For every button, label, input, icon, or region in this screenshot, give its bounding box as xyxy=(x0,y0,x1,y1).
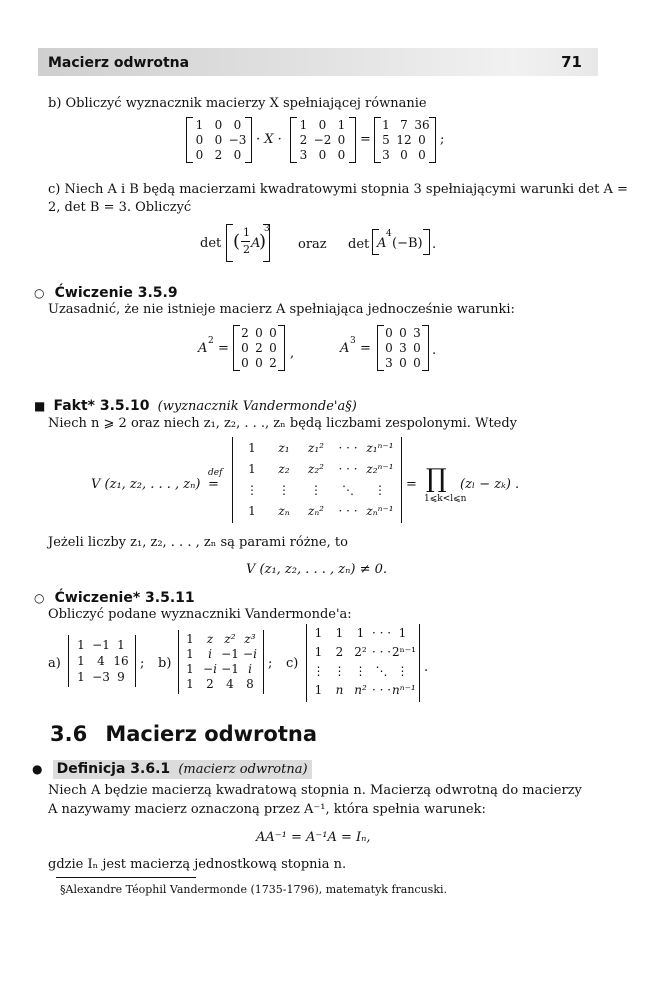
definition-marker: ● xyxy=(32,762,43,776)
end-dets: . xyxy=(424,660,429,675)
fact-subtitle: (wyznacznik Vandermonde'a§) xyxy=(157,399,357,414)
matrix-cell: 12 xyxy=(396,133,412,147)
distinct-formula: V (z₁, z₂, . . . , zₙ) ≠ 0. xyxy=(246,562,388,577)
matrix-cell: z₁ xyxy=(278,441,290,455)
matrix-cell: 1 xyxy=(248,441,256,455)
matrix-cell: 0 xyxy=(400,148,408,162)
matrix-cell: 4 xyxy=(226,677,234,691)
matrix-cell: 0 xyxy=(399,356,407,370)
matrix-a-2: A xyxy=(377,236,387,251)
matrix-cell: 7 xyxy=(400,118,408,132)
section-number: 3.6 xyxy=(50,722,88,746)
matrix-cell: ⋮ xyxy=(396,664,409,678)
fact-text: Niech n ⩾ 2 oraz niech z₁, z₂, . . ., zₙ będą liczbami zespolonymi. Wtedy xyxy=(48,416,518,431)
matrix-cell: 3 xyxy=(413,326,421,340)
matrix-cell: i xyxy=(208,647,212,661)
matrix-cell: 0 xyxy=(241,356,249,370)
matrix-cell: 1 xyxy=(314,626,323,640)
matrix-cell: z² xyxy=(224,632,236,646)
product-subscript: 1⩽k<l⩽n xyxy=(424,494,467,504)
exponent-4: 4 xyxy=(386,229,392,239)
v-lhs: V (z₁, z₂, . . . , zₙ) xyxy=(91,477,201,492)
matrix-cell: 0 xyxy=(337,133,346,147)
matrix-cell: 5 xyxy=(382,133,390,147)
matrix-cell: 0 xyxy=(418,148,426,162)
matrix-cell: 0 xyxy=(233,118,242,132)
v-eq: = xyxy=(406,477,417,492)
matrix-cell: 1 xyxy=(248,462,256,476)
part-b-text: b) Obliczyć wyznacznik macierzy X spełniającej równanie xyxy=(48,96,427,111)
matrix-cell: · · · xyxy=(371,683,392,697)
fact-marker: ■ xyxy=(34,399,46,413)
matrix-cell: −1 xyxy=(221,662,239,676)
matrix-cell: 2² xyxy=(354,645,367,659)
matrix-cell: · · · xyxy=(371,626,392,640)
matrix-cell: 1 xyxy=(382,118,390,132)
lhs-a-cube: A xyxy=(340,341,350,356)
exercise-3-5-9-heading xyxy=(34,285,178,301)
exp-2: 2 xyxy=(208,336,214,346)
matrix-cell: −1 xyxy=(221,647,239,661)
matrix-cell: 2 xyxy=(241,326,249,340)
section-title: Macierz odwrotna xyxy=(105,722,317,746)
matrix-cell: ⋮ xyxy=(312,664,325,678)
sep-a: ; xyxy=(140,656,145,671)
matrix-cell: z₂ⁿ⁻¹ xyxy=(366,462,394,476)
matrix-cell: 1 xyxy=(356,626,365,640)
matrix-cell: i xyxy=(248,662,252,676)
matrix-cell: 0 xyxy=(214,118,223,132)
inverse-formula: AA⁻¹ = A⁻¹A = Iₙ, xyxy=(256,830,371,845)
matrix-cell: z xyxy=(206,632,214,646)
matrix-cell: ⋮ xyxy=(278,483,290,497)
lhs-a-sq: A xyxy=(198,341,208,356)
matrix-cell: 0 xyxy=(269,341,277,355)
matrix-cell: 0 xyxy=(255,356,263,370)
matrix-cell: 0 xyxy=(241,341,249,355)
matrix-cell: 3 xyxy=(385,356,393,370)
matrix-cell: 0 xyxy=(195,133,204,147)
end-c: . xyxy=(432,237,437,252)
matrix-cell: 9 xyxy=(117,670,125,684)
matrix-cell: 1 xyxy=(186,677,194,691)
exercise-marker: ○ xyxy=(34,286,45,300)
product-symbol: ∏ xyxy=(426,464,447,494)
matrix-cell: 0 xyxy=(413,356,421,370)
matrix-cell: 2 xyxy=(335,645,344,659)
exercise-marker: ○ xyxy=(34,591,45,605)
matrix-cell: 0 xyxy=(413,341,421,355)
matrix-cell: n² xyxy=(354,683,367,697)
product-factor: (zₗ − zₖ) . xyxy=(460,477,520,492)
matrix-cell: 1 xyxy=(77,638,85,652)
definition-line1: Niech A będzie macierzą kwadratową stopnia n. Macierzą odwrotną do macierzy xyxy=(48,783,582,798)
part-c-line2: 2, det B = 3. Obliczyć xyxy=(48,200,192,215)
matrix-cell: ⋮ xyxy=(246,483,258,497)
matrix-cell: 0 xyxy=(318,148,327,162)
matrix-cell: zₙ xyxy=(278,504,290,518)
matrix-cell: −2 xyxy=(313,133,332,147)
definition-highlight xyxy=(53,760,312,779)
matrix-cell: ⋱ xyxy=(342,483,354,497)
matrix-cell: 0 xyxy=(255,326,263,340)
matrix-cell: 2 xyxy=(255,341,263,355)
matrix-cell: nⁿ⁻¹ xyxy=(392,683,416,697)
matrix-cell: ⋮ xyxy=(333,664,346,678)
frac-bar xyxy=(241,241,250,242)
matrix-cell: z³ xyxy=(244,632,256,646)
matrix-cell: −1 xyxy=(92,638,110,652)
eq1: = xyxy=(218,341,229,356)
section-heading xyxy=(50,722,317,746)
matrix-cell: 1 xyxy=(195,118,204,132)
exercise-3-5-11-heading xyxy=(34,590,195,606)
definition-subtitle: (macierz odwrotna) xyxy=(178,762,308,777)
label-b: b) xyxy=(158,656,172,671)
matrix-cell: 0 xyxy=(233,148,242,162)
matrix-cell: ⋱ xyxy=(375,664,388,678)
matrix-cell: 2 xyxy=(206,677,214,691)
matrix-cell: 0 xyxy=(385,326,393,340)
equals-b: = xyxy=(360,132,371,147)
matrix-cell: ⋮ xyxy=(374,483,386,497)
matrix-cell: −i xyxy=(243,647,257,661)
matrix-cell: · · · xyxy=(338,441,358,455)
matrix-cell: 1 xyxy=(337,118,346,132)
frac-den: 2 xyxy=(243,243,250,256)
part-c-line1: c) Niech A i B będą macierzami kwadratowymi stopnia 3 spełniającymi warunki det A = xyxy=(48,182,628,197)
matrix-cell: 36 xyxy=(414,118,430,132)
label-c: c) xyxy=(286,656,299,671)
fact-label: Fakt* 3.5.10 xyxy=(53,398,150,414)
def-label: def xyxy=(208,468,223,478)
end-b: ; xyxy=(440,132,445,147)
definition-3-6-1-heading xyxy=(32,761,312,777)
definition-label: Definicja 3.6.1 xyxy=(56,761,171,777)
matrix-cell: 1 xyxy=(77,670,85,684)
matrix-cell: 3 xyxy=(399,341,407,355)
matrix-cell: 0 xyxy=(399,326,407,340)
matrix-cell: 0 xyxy=(195,148,204,162)
matrix-cell: 1 xyxy=(186,662,194,676)
matrix-cell: z₁ⁿ⁻¹ xyxy=(366,441,394,455)
matrix-cell: 3 xyxy=(299,148,308,162)
def-eq: = xyxy=(208,477,219,492)
matrix-cell: 4 xyxy=(97,654,105,668)
matrix-cell: 1 xyxy=(314,683,323,697)
fact-3-5-10-heading xyxy=(34,398,357,414)
matrix-cell: n xyxy=(335,683,344,697)
matrix-cell: 1 xyxy=(398,626,407,640)
matrix-cell: 2ⁿ⁻¹ xyxy=(392,645,416,659)
det-label-1: det xyxy=(200,236,222,251)
sep-b: ; xyxy=(268,656,273,671)
exponent-3: 3 xyxy=(264,224,270,234)
matrix-cell: 1 xyxy=(77,654,85,668)
running-header xyxy=(38,48,598,76)
matrix-cell: · · · xyxy=(371,645,392,659)
op-times-x: · X · xyxy=(256,132,282,147)
matrix-cell: 8 xyxy=(246,677,254,691)
eq2: = xyxy=(360,341,371,356)
matrix-cell: 1 xyxy=(186,647,194,661)
exercise-3-5-9-text: Uzasadnić, że nie istnieje macierz A spełniająca jednocześnie warunki: xyxy=(48,302,515,317)
comma: , xyxy=(290,346,295,361)
matrix-cell: −3 xyxy=(228,133,247,147)
matrix-cell: 2 xyxy=(269,356,277,370)
matrix-cell: 16 xyxy=(113,654,129,668)
end-359: . xyxy=(432,343,437,358)
matrix-cell: · · · xyxy=(338,462,358,476)
matrix-cell: 2 xyxy=(299,133,308,147)
matrix-cell: 1 xyxy=(299,118,308,132)
matrix-cell: −3 xyxy=(92,670,110,684)
matrix-cell: 0 xyxy=(318,118,327,132)
matrix-cell: 0 xyxy=(385,341,393,355)
exercise-3-5-11-text: Obliczyć podane wyznaczniki Vandermonde'a: xyxy=(48,607,352,622)
header-title: Macierz odwrotna xyxy=(48,55,190,71)
matrix-cell: 2 xyxy=(214,148,223,162)
matrix-cell: ⋮ xyxy=(354,664,367,678)
footnote: §Alexandre Téophil Vandermonde (1735-1796), matematyk francuski. xyxy=(60,883,447,896)
matrix-cell: 1 xyxy=(248,504,256,518)
matrix-cell: 0 xyxy=(269,326,277,340)
footnote-rule xyxy=(56,877,196,878)
distinct-text: Jeżeli liczby z₁, z₂, . . . , zₙ są parami różne, to xyxy=(48,535,348,550)
exercise-label: Ćwiczenie* 3.5.11 xyxy=(54,590,195,606)
matrix-cell: · · · xyxy=(338,504,358,518)
matrix-cell: 1 xyxy=(186,632,194,646)
matrix-cell: −i xyxy=(203,662,217,676)
matrix-cell: z₁² xyxy=(308,441,324,455)
exp-3: 3 xyxy=(350,336,356,346)
frac-num: 1 xyxy=(243,226,250,239)
page-number: 71 xyxy=(561,53,582,71)
matrix-cell: 1 xyxy=(314,645,323,659)
det-label-2: det xyxy=(348,237,370,252)
matrix-cell: 0 xyxy=(214,133,223,147)
matrix-cell: 1 xyxy=(117,638,125,652)
exercise-label: Ćwiczenie 3.5.9 xyxy=(54,285,178,301)
matrix-cell: zₙⁿ⁻¹ xyxy=(366,504,394,518)
neg-b: (−B) xyxy=(392,236,423,251)
matrix-cell: 0 xyxy=(337,148,346,162)
definition-line2: A nazywamy macierz oznaczoną przez A⁻¹, która spełnia warunek: xyxy=(48,802,486,817)
matrix-cell: 1 xyxy=(335,626,344,640)
matrix-cell: 0 xyxy=(418,133,426,147)
definition-after: gdzie Iₙ jest macierzą jednostkową stopnia n. xyxy=(48,857,347,872)
matrix-cell: 3 xyxy=(382,148,390,162)
matrix-cell: ⋮ xyxy=(310,483,322,497)
matrix-a: A xyxy=(251,236,261,251)
oraz: oraz xyxy=(298,237,327,252)
label-a: a) xyxy=(48,656,61,671)
matrix-cell: zₙ² xyxy=(308,504,324,518)
matrix-cell: z₂² xyxy=(308,462,324,476)
matrix-cell: z₂ xyxy=(278,462,290,476)
